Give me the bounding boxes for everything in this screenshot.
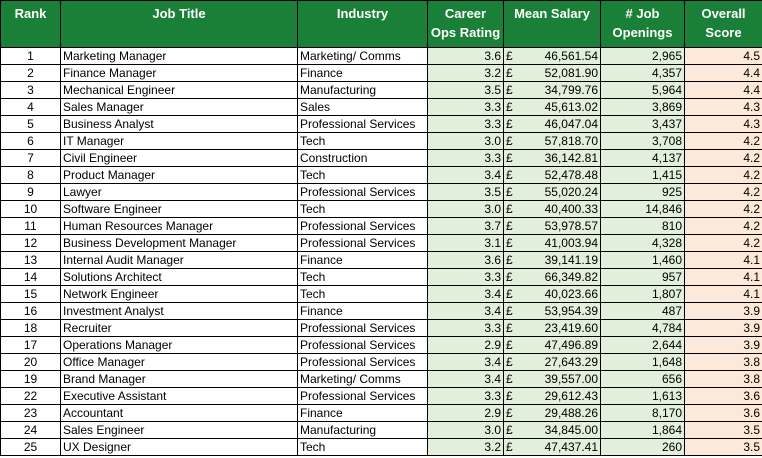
overall-score-cell[interactable]: 4.2	[685, 167, 762, 184]
currency-symbol: £	[506, 82, 513, 97]
career-ops-rating-cell[interactable]: 3.2	[428, 65, 504, 82]
overall-score-cell[interactable]: 4.2	[685, 150, 762, 167]
overall-score-cell[interactable]: 3.6	[685, 405, 762, 422]
job-openings-cell[interactable]: 487	[601, 303, 685, 320]
currency-symbol: £	[506, 439, 513, 454]
job-title-cell[interactable]: Office Manager	[61, 354, 298, 371]
industry-cell[interactable]: Finance	[298, 405, 428, 422]
overall-score-cell[interactable]: 4.2	[685, 218, 762, 235]
job-title-cell[interactable]: Lawyer	[61, 184, 298, 201]
salary-amount: 53,978.57	[544, 218, 598, 233]
salary-amount: 45,613.02	[544, 99, 598, 114]
mean-salary-cell[interactable]	[504, 371, 601, 388]
table-row	[1, 269, 762, 286]
job-openings-cell[interactable]: 5,964	[601, 82, 685, 99]
overall-score-cell[interactable]: 3.9	[685, 320, 762, 337]
overall-score-cell[interactable]: 4.2	[685, 133, 762, 150]
mean-salary-cell[interactable]	[504, 48, 601, 65]
mean-salary-cell[interactable]	[504, 269, 601, 286]
header-mean-salary[interactable]: Mean Salary	[504, 1, 601, 48]
header-career-ops-rating[interactable]: Career Ops Rating	[428, 1, 504, 48]
table-row	[1, 371, 762, 388]
industry-cell[interactable]: Professional Services	[298, 320, 428, 337]
currency-symbol: £	[506, 286, 513, 301]
career-ops-rating-cell[interactable]: 3.3	[428, 150, 504, 167]
currency-symbol: £	[506, 235, 513, 250]
rank-cell[interactable]: 14	[1, 269, 61, 286]
header-overall-score[interactable]: Overall Score	[685, 1, 762, 48]
table-body	[1, 48, 762, 456]
currency-symbol: £	[506, 405, 513, 420]
rank-cell[interactable]: 24	[1, 422, 61, 439]
mean-salary-cell[interactable]	[504, 405, 601, 422]
currency-symbol: £	[506, 167, 513, 182]
mean-salary-cell[interactable]	[504, 320, 601, 337]
industry-cell[interactable]: Tech	[298, 439, 428, 456]
career-ops-rating-cell[interactable]: 3.6	[428, 252, 504, 269]
header-row	[1, 1, 762, 48]
mean-salary-cell[interactable]	[504, 439, 601, 456]
overall-score-cell[interactable]: 4.4	[685, 65, 762, 82]
table-row	[1, 235, 762, 252]
job-openings-cell[interactable]: 1,864	[601, 422, 685, 439]
overall-score-cell[interactable]: 4.3	[685, 116, 762, 133]
rank-cell[interactable]: 3	[1, 82, 61, 99]
table-row	[1, 65, 762, 82]
table-row	[1, 150, 762, 167]
currency-symbol: £	[506, 65, 513, 80]
industry-cell[interactable]: Manufacturing	[298, 82, 428, 99]
industry-cell[interactable]: Professional Services	[298, 337, 428, 354]
header-job-title[interactable]: Job Title	[61, 1, 298, 48]
industry-cell[interactable]: Professional Services	[298, 354, 428, 371]
salary-amount: 47,496.89	[544, 337, 598, 352]
table-row	[1, 422, 762, 439]
currency-symbol: £	[506, 201, 513, 216]
job-title-cell[interactable]: Business Analyst	[61, 116, 298, 133]
industry-cell[interactable]: Finance	[298, 303, 428, 320]
table-row	[1, 303, 762, 320]
job-title-cell[interactable]: Solutions Architect	[61, 269, 298, 286]
table-row	[1, 439, 762, 456]
overall-score-cell[interactable]: 4.2	[685, 184, 762, 201]
rank-cell[interactable]: 10	[1, 201, 61, 218]
career-ops-rating-cell[interactable]: 3.3	[428, 320, 504, 337]
table-row	[1, 167, 762, 184]
overall-score-cell[interactable]: 4.1	[685, 269, 762, 286]
industry-cell[interactable]: Professional Services	[298, 235, 428, 252]
job-openings-cell[interactable]: 4,137	[601, 150, 685, 167]
salary-amount: 53,954.39	[544, 303, 598, 318]
job-openings-cell[interactable]: 1,460	[601, 252, 685, 269]
salary-amount: 36,142.81	[544, 150, 598, 165]
overall-score-cell[interactable]: 4.2	[685, 235, 762, 252]
mean-salary-cell[interactable]	[504, 184, 601, 201]
industry-cell[interactable]: Manufacturing	[298, 422, 428, 439]
rank-cell[interactable]: 13	[1, 252, 61, 269]
job-title-cell[interactable]: Product Manager	[61, 167, 298, 184]
mean-salary-cell[interactable]	[504, 201, 601, 218]
salary-amount: 66,349.82	[544, 269, 598, 284]
career-ops-rating-cell[interactable]: 3.0	[428, 422, 504, 439]
overall-score-cell[interactable]: 4.5	[685, 48, 762, 65]
job-openings-cell[interactable]: 3,869	[601, 99, 685, 116]
job-title-cell[interactable]: Recruiter	[61, 320, 298, 337]
overall-score-cell[interactable]: 4.1	[685, 286, 762, 303]
salary-amount: 39,557.00	[544, 371, 598, 386]
job-openings-cell[interactable]: 1,648	[601, 354, 685, 371]
rank-cell[interactable]: 19	[1, 371, 61, 388]
career-ops-rating-cell[interactable]: 3.2	[428, 439, 504, 456]
job-title-cell[interactable]: Civil Engineer	[61, 150, 298, 167]
rank-cell[interactable]: 11	[1, 218, 61, 235]
salary-amount: 27,643.29	[544, 354, 598, 369]
currency-symbol: £	[506, 252, 513, 267]
job-openings-cell[interactable]: 1,807	[601, 286, 685, 303]
industry-cell[interactable]: Sales	[298, 99, 428, 116]
overall-score-cell[interactable]: 3.6	[685, 388, 762, 405]
job-title-cell[interactable]: Brand Manager	[61, 371, 298, 388]
career-ops-rating-cell[interactable]: 2.9	[428, 405, 504, 422]
job-title-cell[interactable]: UX Designer	[61, 439, 298, 456]
job-openings-cell[interactable]: 14,846	[601, 201, 685, 218]
table-row	[1, 354, 762, 371]
mean-salary-cell[interactable]	[504, 133, 601, 150]
currency-symbol: £	[506, 48, 513, 63]
currency-symbol: £	[506, 303, 513, 318]
job-openings-cell[interactable]: 1,415	[601, 167, 685, 184]
table-row	[1, 184, 762, 201]
salary-amount: 47,437.41	[544, 439, 598, 454]
job-openings-cell[interactable]: 656	[601, 371, 685, 388]
table-row	[1, 116, 762, 133]
overall-score-cell[interactable]: 3.8	[685, 371, 762, 388]
job-openings-cell[interactable]: 4,328	[601, 235, 685, 252]
overall-score-cell[interactable]: 3.9	[685, 337, 762, 354]
mean-salary-cell[interactable]	[504, 65, 601, 82]
industry-cell[interactable]: Professional Services	[298, 116, 428, 133]
job-openings-cell[interactable]: 1,613	[601, 388, 685, 405]
job-openings-cell[interactable]: 2,644	[601, 337, 685, 354]
mean-salary-cell[interactable]	[504, 252, 601, 269]
career-ops-rating-cell[interactable]: 3.6	[428, 48, 504, 65]
career-ops-rating-cell[interactable]: 3.5	[428, 184, 504, 201]
rank-cell[interactable]: 23	[1, 405, 61, 422]
mean-salary-cell[interactable]	[504, 337, 601, 354]
overall-score-cell[interactable]: 3.5	[685, 422, 762, 439]
rank-cell[interactable]: 8	[1, 167, 61, 184]
job-title-cell[interactable]: Internal Audit Manager	[61, 252, 298, 269]
career-ops-rating-cell[interactable]: 3.0	[428, 133, 504, 150]
career-ops-rating-cell[interactable]: 3.3	[428, 99, 504, 116]
career-ops-rating-cell[interactable]: 3.0	[428, 201, 504, 218]
industry-cell[interactable]: Tech	[298, 167, 428, 184]
industry-cell[interactable]: Professional Services	[298, 388, 428, 405]
currency-symbol: £	[506, 320, 513, 335]
rank-cell[interactable]: 6	[1, 133, 61, 150]
mean-salary-cell[interactable]	[504, 303, 601, 320]
overall-score-cell[interactable]: 3.9	[685, 303, 762, 320]
table-row	[1, 48, 762, 65]
table-row	[1, 201, 762, 218]
job-title-cell[interactable]: Sales Manager	[61, 99, 298, 116]
rank-cell[interactable]: 17	[1, 337, 61, 354]
job-openings-cell[interactable]: 3,437	[601, 116, 685, 133]
rank-cell[interactable]: 9	[1, 184, 61, 201]
industry-cell[interactable]: Tech	[298, 286, 428, 303]
mean-salary-cell[interactable]	[504, 116, 601, 133]
career-ops-rating-cell[interactable]: 3.4	[428, 286, 504, 303]
salary-amount: 46,047.04	[544, 116, 598, 131]
career-ops-rating-cell[interactable]: 3.4	[428, 303, 504, 320]
mean-salary-cell[interactable]	[504, 218, 601, 235]
currency-symbol: £	[506, 337, 513, 352]
industry-cell[interactable]: Marketing/ Comms	[298, 48, 428, 65]
salary-amount: 41,003.94	[544, 235, 598, 250]
job-title-cell[interactable]: Software Engineer	[61, 201, 298, 218]
career-ops-rating-cell[interactable]: 3.7	[428, 218, 504, 235]
salary-amount: 40,400.33	[544, 201, 598, 216]
rank-cell[interactable]: 22	[1, 388, 61, 405]
overall-score-cell[interactable]: 4.3	[685, 99, 762, 116]
salary-amount: 40,023.66	[544, 286, 598, 301]
mean-salary-cell[interactable]	[504, 354, 601, 371]
salary-amount: 52,081.90	[544, 65, 598, 80]
rank-cell[interactable]: 16	[1, 303, 61, 320]
salary-amount: 52,478.48	[544, 167, 598, 182]
currency-symbol: £	[506, 422, 513, 437]
rank-cell[interactable]: 4	[1, 99, 61, 116]
job-openings-cell[interactable]: 4,357	[601, 65, 685, 82]
currency-symbol: £	[506, 99, 513, 114]
industry-cell[interactable]: Marketing/ Comms	[298, 371, 428, 388]
industry-cell[interactable]: Professional Services	[298, 218, 428, 235]
job-title-cell[interactable]: Accountant	[61, 405, 298, 422]
mean-salary-cell[interactable]	[504, 388, 601, 405]
currency-symbol: £	[506, 371, 513, 386]
overall-score-cell[interactable]: 4.2	[685, 201, 762, 218]
mean-salary-cell[interactable]	[504, 235, 601, 252]
career-ops-rating-cell[interactable]: 3.5	[428, 82, 504, 99]
job-openings-cell[interactable]: 925	[601, 184, 685, 201]
job-openings-cell[interactable]: 810	[601, 218, 685, 235]
job-title-cell[interactable]: Executive Assistant	[61, 388, 298, 405]
currency-symbol: £	[506, 116, 513, 131]
industry-cell[interactable]: Professional Services	[298, 184, 428, 201]
header-rank[interactable]: Rank	[1, 1, 61, 48]
rank-cell[interactable]: 12	[1, 235, 61, 252]
job-title-cell[interactable]: Operations Manager	[61, 337, 298, 354]
table-row	[1, 405, 762, 422]
job-title-cell[interactable]: Mechanical Engineer	[61, 82, 298, 99]
rank-cell[interactable]: 2	[1, 65, 61, 82]
job-openings-cell[interactable]: 2,965	[601, 48, 685, 65]
header-industry[interactable]: Industry	[298, 1, 428, 48]
mean-salary-cell[interactable]	[504, 82, 601, 99]
salary-amount: 34,799.76	[544, 82, 598, 97]
currency-symbol: £	[506, 218, 513, 233]
table-row	[1, 133, 762, 150]
table-row	[1, 286, 762, 303]
currency-symbol: £	[506, 133, 513, 148]
overall-score-cell[interactable]: 4.4	[685, 82, 762, 99]
overall-score-cell[interactable]: 3.5	[685, 439, 762, 456]
rank-cell[interactable]: 18	[1, 320, 61, 337]
job-title-cell[interactable]: Investment Analyst	[61, 303, 298, 320]
industry-cell[interactable]: Tech	[298, 133, 428, 150]
industry-cell[interactable]: Finance	[298, 65, 428, 82]
industry-cell[interactable]: Finance	[298, 252, 428, 269]
overall-score-cell[interactable]: 3.8	[685, 354, 762, 371]
salary-amount: 57,818.70	[544, 133, 598, 148]
currency-symbol: £	[506, 269, 513, 284]
job-openings-cell[interactable]: 8,170	[601, 405, 685, 422]
table-row	[1, 99, 762, 116]
header-job-openings[interactable]: # Job Openings	[601, 1, 685, 48]
career-ops-rating-cell[interactable]: 3.4	[428, 167, 504, 184]
career-ops-rating-cell[interactable]: 2.9	[428, 337, 504, 354]
job-title-cell[interactable]: Business Development Manager	[61, 235, 298, 252]
salary-amount: 46,561.54	[544, 48, 598, 63]
career-ops-rating-cell[interactable]: 3.4	[428, 354, 504, 371]
job-title-cell[interactable]: Finance Manager	[61, 65, 298, 82]
rank-cell[interactable]: 25	[1, 439, 61, 456]
job-openings-cell[interactable]: 4,784	[601, 320, 685, 337]
job-title-cell[interactable]: Human Resources Manager	[61, 218, 298, 235]
industry-cell[interactable]: Construction	[298, 150, 428, 167]
industry-cell[interactable]: Tech	[298, 201, 428, 218]
job-title-cell[interactable]: Sales Engineer	[61, 422, 298, 439]
salary-amount: 23,419.60	[544, 320, 598, 335]
currency-symbol: £	[506, 184, 513, 199]
rank-cell[interactable]: 15	[1, 286, 61, 303]
career-ops-rating-cell[interactable]: 3.3	[428, 388, 504, 405]
salary-amount: 29,488.26	[544, 405, 598, 420]
table-row	[1, 218, 762, 235]
salary-amount: 39,141.19	[544, 252, 598, 267]
overall-score-cell[interactable]: 4.1	[685, 252, 762, 269]
career-ops-rating-cell[interactable]: 3.3	[428, 269, 504, 286]
table-row	[1, 388, 762, 405]
industry-cell[interactable]: Tech	[298, 269, 428, 286]
mean-salary-cell[interactable]	[504, 167, 601, 184]
job-title-cell[interactable]: Marketing Manager	[61, 48, 298, 65]
table-row	[1, 252, 762, 269]
rank-cell[interactable]: 1	[1, 48, 61, 65]
job-openings-cell[interactable]: 3,708	[601, 133, 685, 150]
currency-symbol: £	[506, 354, 513, 369]
job-openings-cell[interactable]: 957	[601, 269, 685, 286]
rank-cell[interactable]: 5	[1, 116, 61, 133]
mean-salary-cell[interactable]	[504, 422, 601, 439]
mean-salary-cell[interactable]	[504, 150, 601, 167]
career-ops-rating-cell[interactable]: 3.3	[428, 116, 504, 133]
rank-cell[interactable]: 20	[1, 354, 61, 371]
currency-symbol: £	[506, 388, 513, 403]
table-row	[1, 82, 762, 99]
rank-cell[interactable]: 7	[1, 150, 61, 167]
currency-symbol: £	[506, 150, 513, 165]
mean-salary-cell[interactable]	[504, 286, 601, 303]
table-row	[1, 320, 762, 337]
job-title-cell[interactable]: IT Manager	[61, 133, 298, 150]
job-openings-cell[interactable]: 260	[601, 439, 685, 456]
salary-amount: 55,020.24	[544, 184, 598, 199]
career-ops-rating-cell[interactable]: 3.1	[428, 235, 504, 252]
table-row	[1, 337, 762, 354]
salary-amount: 34,845.00	[544, 422, 598, 437]
career-ops-rating-cell[interactable]: 3.4	[428, 371, 504, 388]
salary-amount: 29,612.43	[544, 388, 598, 403]
job-title-cell[interactable]: Network Engineer	[61, 286, 298, 303]
mean-salary-cell[interactable]	[504, 99, 601, 116]
